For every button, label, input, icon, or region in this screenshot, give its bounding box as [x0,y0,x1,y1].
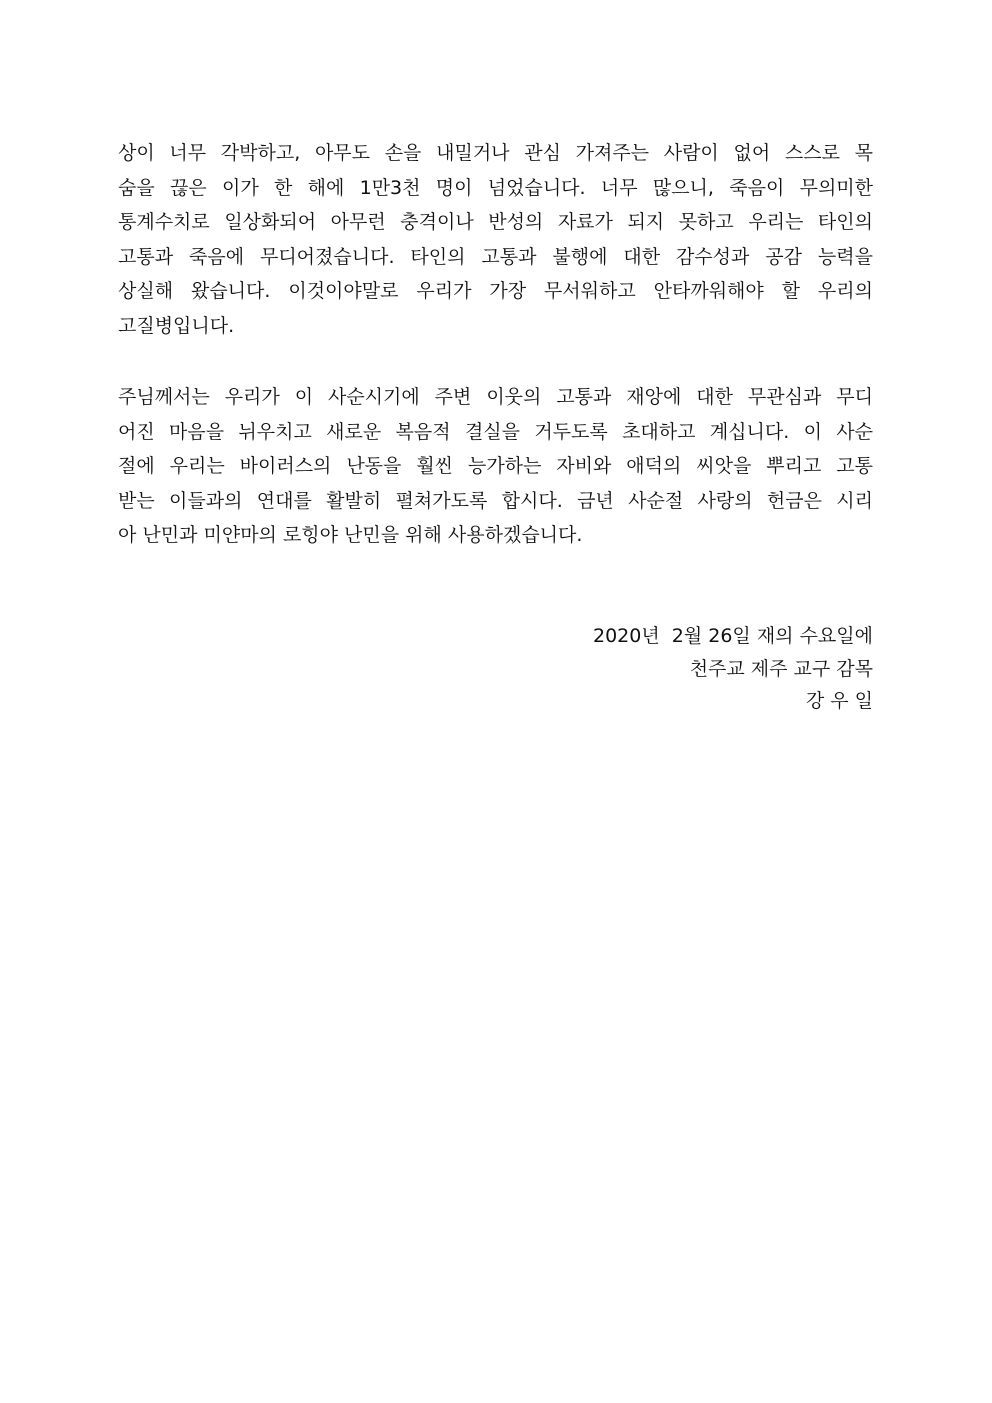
paragraph-line: 절에 우리는 바이러스의 난동을 훨씬 능가하는 자비와 애덕의 씨앗을 뿌리고 고통 [118,455,873,477]
paragraph-line: 상이 너무 각박하고, 아무도 손을 내밀거나 관심 가져주는 사람이 없어 스스로 목 [118,142,873,164]
paragraph-line: 고질병입니다. [118,314,235,337]
signature-name: 강 우 일 [805,690,873,712]
signature-title: 천주교 제주 교구 감목 [689,657,873,680]
paragraph-line: 통계수치로 일상화되어 아무런 충격이나 반성의 자료가 되지 못하고 우리는 타인의 [118,211,873,233]
paragraph-line: 숨을 끊은 이가 한 해에 1만3천 명이 넘었습니다. 너무 많으니, 죽음이 무의미한 [118,176,873,199]
paragraph-line: 고통과 죽음에 무디어졌습니다. 타인의 고통과 불행에 대한 감수성과 공감 능력을 [118,245,873,268]
paragraph-2 [118,380,873,553]
paragraph-1 [118,136,873,343]
paragraph-line: 주님께서는 우리가 이 사순시기에 주변 이웃의 고통과 재앙에 대한 무관심과 무디 [118,386,873,408]
signature-date: 2020년 2월 26일 재의 수요일에 [592,625,873,647]
paragraph-line: 아 난민과 미얀마의 로힝야 난민을 위해 사용하겠습니다. [118,524,583,546]
signature-block [593,620,873,718]
paragraph-line: 어진 마음을 뉘우치고 새로운 복음적 결실을 거두도록 초대하고 계십니다. 이 사순 [118,420,873,443]
paragraph-line: 상실해 왔습니다. 이것이야말로 우리가 가장 무서워하고 안타까워해야 할 우리의 [118,280,873,302]
paragraph-line: 받는 이들과의 연대를 활발히 펼쳐가도록 합시다. 금년 사순절 사랑의 헌금은 시리 [118,489,873,512]
